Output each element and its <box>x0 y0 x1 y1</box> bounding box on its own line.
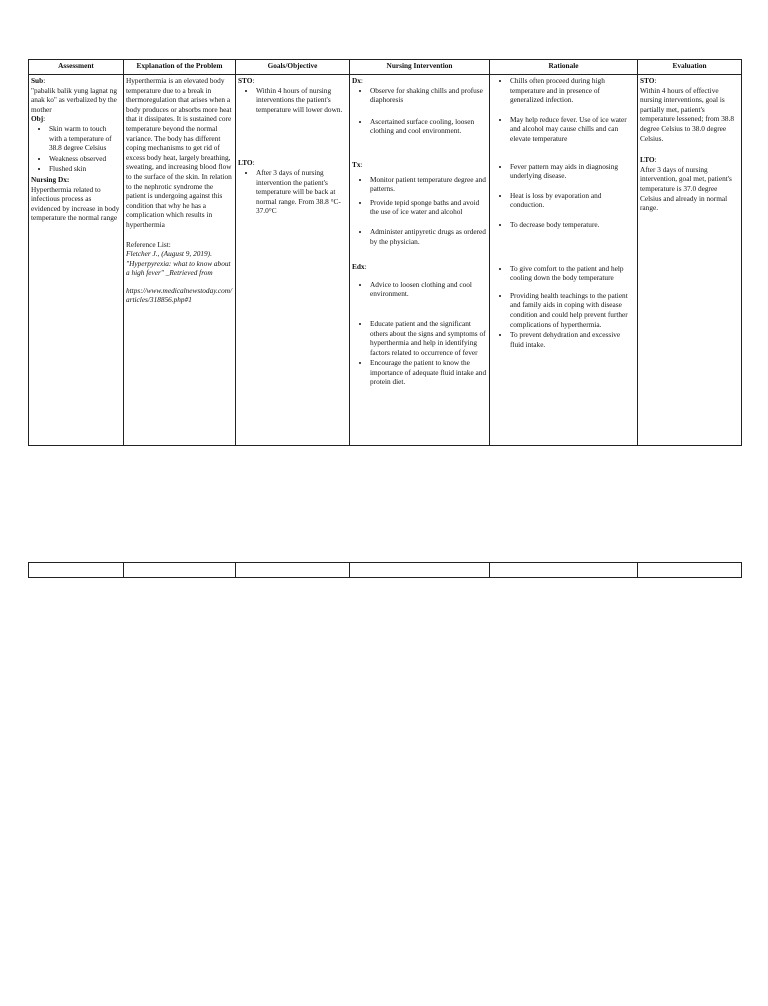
sto-list <box>238 86 347 115</box>
eval-sto-label: STO <box>640 76 655 85</box>
explanation-body: Hyperthermia is an elevated body temperature due to a break in thermoregulation that arises when a body produces or absorbs more heat that it dissipates. It is sustained core temperature beyond the normal variance. The body has different coping mechanisms to get rid of excess body heat, largely breathing, sweating, and increasing blood flow to the surface of the skin. In relation to the nephrotic syndrome the patient is undergoing against this condition that why he has a complication which results in hyperthermia <box>126 76 232 229</box>
list-item: • Observe for shaking chills and profuse diaphoresis <box>370 86 487 105</box>
list-item: • To give comfort to the patient and help cooling down the body temperature <box>510 264 635 283</box>
obj-label: Obj <box>31 114 44 124</box>
list-item: • Flushed skin <box>49 164 121 174</box>
list-item: • Chills often proceed during high temperature and in presence of generalized infection. <box>510 76 635 105</box>
list-item: • May help reduce fever. Use of ice water and alcohol may cause chills and can elevate temperature <box>510 115 635 144</box>
eval-lto-text: After 3 days of nursing intervention, goal met, patient's temperature is 37.0 degree Celsius and already in normal range. <box>640 164 732 213</box>
empty-table-row <box>28 562 742 578</box>
sub-label: Sub <box>31 76 44 85</box>
header-intervention: Nursing Intervention <box>350 60 490 75</box>
table-row <box>29 563 742 578</box>
content-row <box>29 75 742 446</box>
header-assessment: Assessment <box>29 60 124 75</box>
list-item: • Providing health teachings to the patient and family aids in coping with disease condition and could help prevent further complications of hyperthermia. <box>510 291 635 329</box>
edx-list <box>352 280 487 387</box>
rationale-list-1 <box>492 76 635 144</box>
assessment-cell: Sub: "pabalik balik yung lagnat ng anak ko" as verbalized by the mother Obj: • Skin warm to touch with a temperature of 38.8 degree Celsius • Weakness observed • Flushed skin Nursing Dx: Hyperthermia related to infectious process as evidenced by increase in body temperature the normal range <box>29 75 124 446</box>
dx-label: Dx <box>352 76 361 85</box>
edx-label: Edx <box>352 262 365 272</box>
empty-cell <box>638 563 742 578</box>
header-explanation: Explanation of the Problem <box>124 60 236 75</box>
rationale-list-2 <box>492 162 635 230</box>
list-item: • Skin warm to touch with a temperature of 38.8 degree Celsius <box>49 124 121 153</box>
list-item: • Provide tepid sponge baths and avoid the use of ice water and alcohol <box>370 198 487 217</box>
tx-list <box>352 175 487 247</box>
empty-cell <box>124 563 236 578</box>
eval-sto-text: Within 4 hours of effective nursing interventions, goal is partially met, patient's temperature lessened; from 38.8 degree Celsius to 38.0 degree Celsius. <box>640 85 735 143</box>
rationale-list-3 <box>492 264 635 350</box>
empty-cell <box>490 563 638 578</box>
nursing-dx-text: Hyperthermia related to infectious process as evidenced by increase in body temperature the normal range <box>31 184 120 223</box>
nursing-care-plan-table <box>28 59 742 446</box>
empty-cell <box>29 563 124 578</box>
dx-list <box>352 86 487 136</box>
intervention-cell: Dx: • Observe for shaking chills and profuse diaphoresis • Ascertained surface cooling, loosen clothing and cool environment. Tx: • Monitor patient temperature degree and patterns. • Provide tepid sponge baths and avoid the use of ice water and alcohol • Administer antipyretic drugs as ordered by the physician. Edx: • Advice to loosen clothing and cool environment. • Educate patient and the significant others about the signs and symptoms of hyperthermia and help in identifying factors related to occurrence of fever • Encourage the patient to know the importance of adequate fluid intake and protein diet. <box>350 75 490 446</box>
list-item: • Encourage the patient to know the importance of adequate fluid intake and protein diet. <box>370 358 487 387</box>
list-item: • Ascertained surface cooling, loosen clothing and cool environment. <box>370 117 487 136</box>
list-item: • Monitor patient temperature degree and patterns. <box>370 175 487 194</box>
empty-cell <box>350 563 490 578</box>
rationale-cell <box>490 75 638 446</box>
eval-lto-label: LTO <box>640 155 655 165</box>
header-evaluation: Evaluation <box>638 60 742 75</box>
list-item: • Educate patient and the significant others about the signs and symptoms of hyperthermia and help in identifying factors related to occurrence of fever <box>370 319 487 357</box>
list-item: • Heat is loss by evaporation and conduction. <box>510 191 635 210</box>
list-item: • Weakness observed <box>49 154 121 164</box>
empty-cell <box>236 563 350 578</box>
list-item: • Fever pattern may aids in diagnosing underlying disease. <box>510 162 635 181</box>
header-rationale: Rationale <box>490 60 638 75</box>
list-item: • Within 4 hours of nursing interventions the patient's temperature will lower down. <box>256 86 347 115</box>
header-goals: Goals/Objective <box>236 60 350 75</box>
explanation-cell <box>124 75 236 446</box>
list-item: • To prevent dehydration and excessive fluid intake. <box>510 330 635 349</box>
goals-cell: STO: • Within 4 hours of nursing interventions the patient's temperature will lower down. LTO: • After 3 days of nursing intervention the patient's temperature will be back at normal range. From 38.8 °C- 37.0°C <box>236 75 350 446</box>
reference-url: https://www.medicalnewstoday.com/articles/318856.php#1 <box>126 285 233 305</box>
header-row <box>29 60 742 75</box>
nursing-dx-label: Nursing Dx: <box>31 174 70 184</box>
evaluation-cell: STO: Within 4 hours of effective nursing interventions, goal is partially met, patient's temperature lessened; from 38.8 degree Celsius to 38.0 degree Celsius. LTO: After 3 days of nursing intervention, goal met, patient's temperature is 37.0 degree Celsius and already in normal range. <box>638 75 742 446</box>
list-item: • Advice to loosen clothing and cool environment. <box>370 280 487 299</box>
lto-label: LTO <box>238 158 253 168</box>
list-item: • To decrease body temperature. <box>510 220 635 230</box>
reference-citation: Fletcher J., (August 9, 2019). "Hyperpyrexia: what to know about a high fever" _Retrieved from <box>126 249 231 278</box>
tx-label: Tx <box>352 159 361 169</box>
list-item: • After 3 days of nursing intervention the patient's temperature will be back at normal range. From 38.8 °C- 37.0°C <box>256 168 347 216</box>
list-item: • Administer antipyretic drugs as ordered by the physician. <box>370 227 487 246</box>
obj-list <box>31 124 121 174</box>
sub-text: "pabalik balik yung lagnat ng anak ko" as verbalized by the mother <box>31 85 118 114</box>
reference-label: Reference List: <box>126 239 171 249</box>
lto-list <box>238 168 347 216</box>
sto-label: STO <box>238 76 253 85</box>
